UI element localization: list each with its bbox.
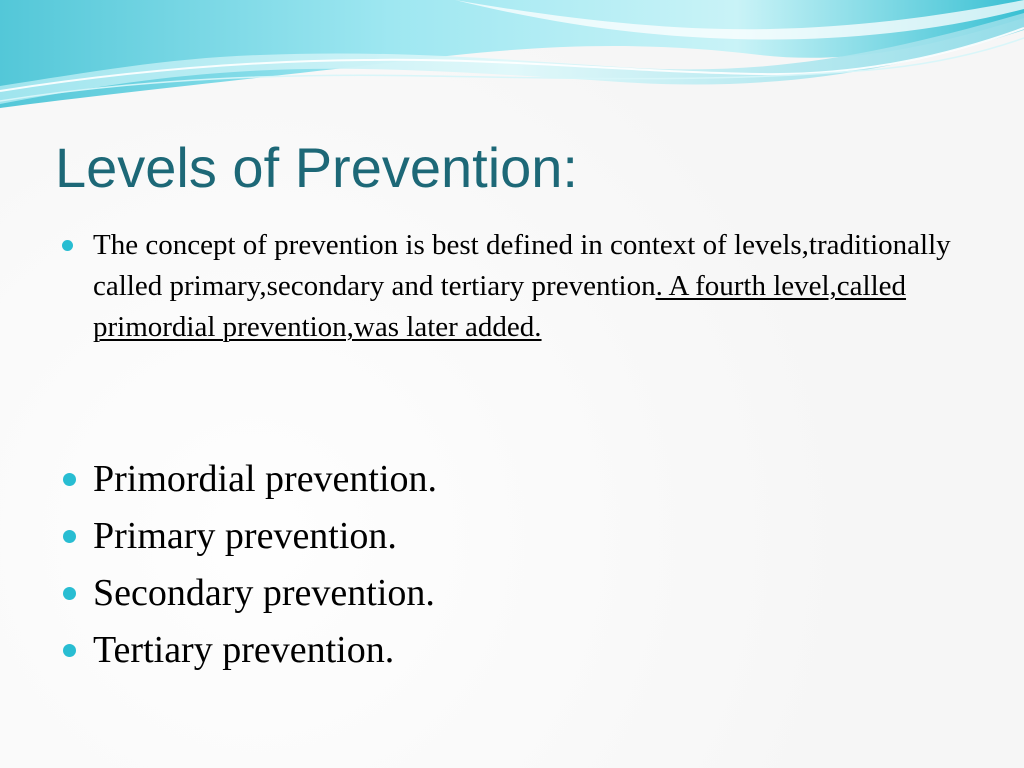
- level-label: Tertiary prevention.: [93, 629, 395, 671]
- list-item: [60, 622, 760, 679]
- intro-paragraph: [93, 225, 983, 348]
- list-item: [60, 451, 760, 508]
- level-label: Secondary prevention.: [93, 572, 435, 614]
- intro-underlined-text: . A fourth level,called primordial prevention,was later added.: [93, 270, 907, 343]
- list-item: [60, 508, 760, 565]
- circle-bullet-icon: [62, 240, 73, 251]
- intro-bullet-section: [60, 225, 990, 390]
- level-label: Primordial prevention.: [93, 458, 438, 500]
- circle-bullet-icon: [63, 587, 76, 600]
- slide-title: Levels of Prevention:: [55, 136, 578, 199]
- circle-bullet-icon: [63, 473, 76, 486]
- level-label: Primary prevention.: [93, 515, 397, 557]
- intro-main-text: The concept of prevention is best defined in context of levels,traditionally called primary,secondary and tertiary prevention: [93, 229, 951, 302]
- list-item: [60, 565, 760, 622]
- circle-bullet-icon: [63, 530, 76, 543]
- circle-bullet-icon: [63, 644, 76, 657]
- prevention-levels-list: [60, 451, 760, 679]
- wave-header-decoration: [0, 0, 1024, 120]
